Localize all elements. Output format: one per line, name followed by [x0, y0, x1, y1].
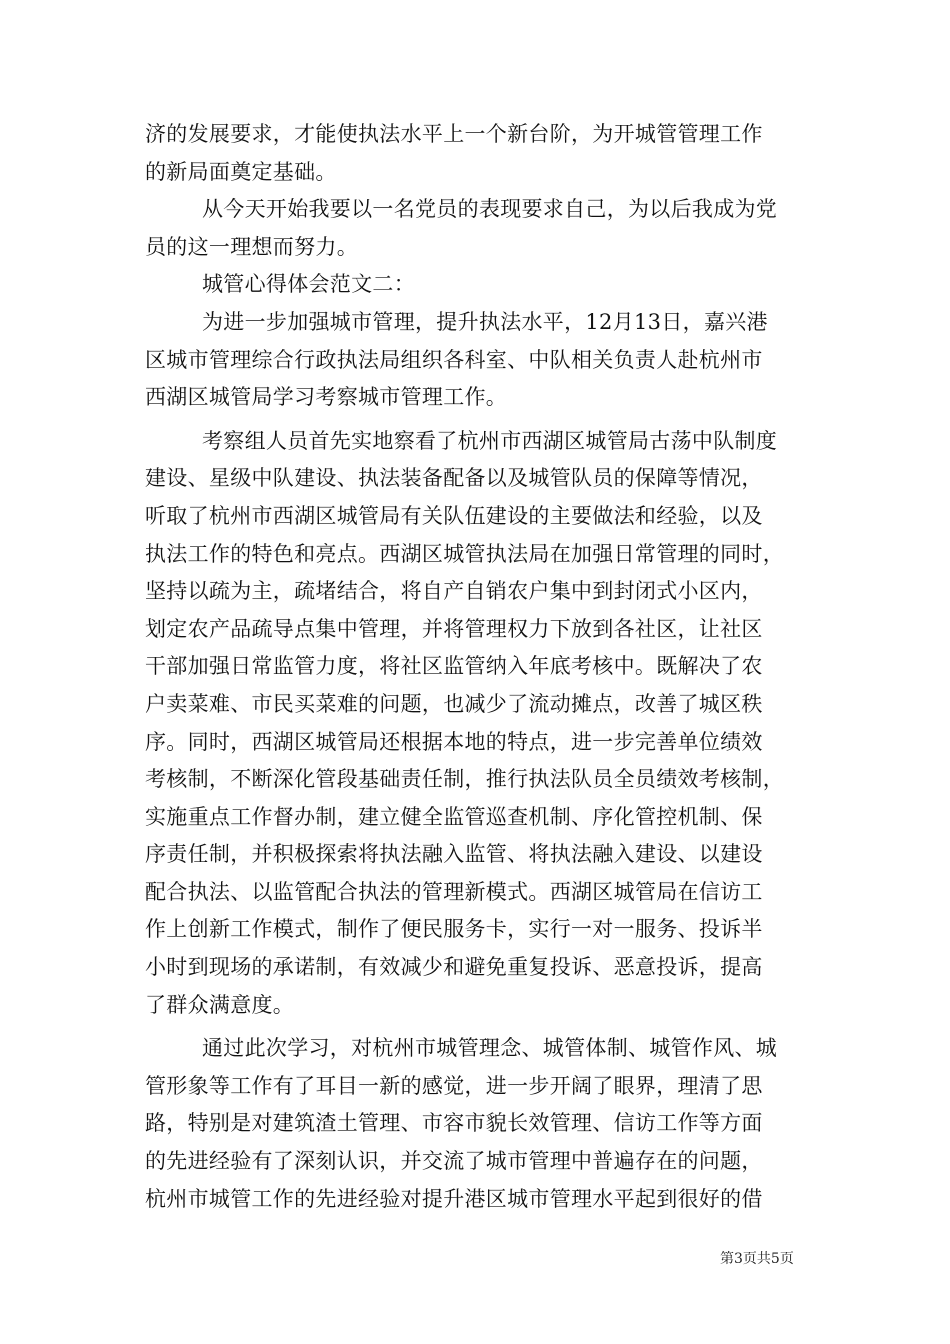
text-line: 的先进经验有了深刻认识，并交流了城市管理中普遍存在的问题，	[145, 1149, 763, 1174]
paragraph-resolution	[145, 191, 810, 266]
text-line: 序。同时，西湖区城管局还根据本地的特点，进一步完善单位绩效	[145, 729, 763, 754]
paragraph-inspection	[145, 423, 810, 1025]
text-line: 为进一步加强城市管理，提升执法水平，12月13日，嘉兴港	[202, 309, 768, 334]
text-line: 路，特别是对建筑渣土管理、市容市貌长效管理、信访工作等方面	[145, 1111, 763, 1136]
paragraph-continuation	[145, 116, 810, 191]
text-line: 考核制，不断深化管段基础责任制，推行执法队员全员绩效考核制，	[145, 767, 784, 792]
text-line: 员的这一理想而努力。	[145, 234, 358, 259]
text-line: 了群众满意度。	[145, 992, 295, 1017]
text-line: 西湖区城管局学习考察城市管理工作。	[145, 385, 508, 410]
section-heading	[145, 266, 810, 304]
text-line: 从今天开始我要以一名党员的表现要求自己，为以后我成为党	[202, 197, 778, 222]
text-line: 配合执法、以监管配合执法的管理新模式。西湖区城管局在信访工	[145, 879, 763, 904]
text-line: 划定农产品疏导点集中管理，并将管理权力下放到各社区，让社区	[145, 616, 763, 641]
page-number: 第3页共5页	[720, 1251, 794, 1267]
text-line: 区城市管理综合行政执法局组织各科室、中队相关负责人赴杭州市	[145, 347, 763, 372]
text-line: 坚持以疏为主，疏堵结合，将自产自销农户集中到封闭式小区内，	[145, 579, 763, 604]
heading-line: 城管心得体会范文二：	[202, 272, 415, 297]
text-line: 建设、星级中队建设、执法装备配备以及城管队员的保障等情况，	[145, 466, 763, 491]
text-line: 实施重点工作督办制，建立健全监管巡查机制、序化管控机制、保	[145, 804, 763, 829]
text-line: 考察组人员首先实地察看了杭州市西湖区城管局古荡中队制度	[202, 428, 778, 453]
text-line: 杭州市城管工作的先进经验对提升港区城市管理水平起到很好的借	[145, 1186, 763, 1211]
text-line: 听取了杭州市西湖区城管局有关队伍建设的主要做法和经验，以及	[145, 503, 763, 528]
paragraph-learning	[145, 1030, 810, 1218]
text-line: 的新局面奠定基础。	[145, 159, 337, 184]
text-line: 执法工作的特色和亮点。西湖区城管执法局在加强日常管理的同时，	[145, 541, 784, 566]
text-line: 干部加强日常监管力度，将社区监管纳入年底考核中。既解决了农	[145, 654, 763, 679]
text-line: 管形象等工作有了耳目一新的感觉，进一步开阔了眼界，理清了思	[145, 1073, 763, 1098]
text-line: 户卖菜难、市民买菜难的问题，也减少了流动摊点，改善了城区秩	[145, 691, 763, 716]
paragraph-intro	[145, 304, 810, 417]
text-line: 通过此次学习，对杭州市城管理念、城管体制、城管作风、城	[202, 1036, 778, 1061]
text-line: 济的发展要求，才能使执法水平上一个新台阶，为开城管管理工作	[145, 122, 763, 146]
text-line: 作上创新工作模式，制作了便民服务卡，实行一对一服务、投诉半	[145, 917, 763, 942]
text-line: 序责任制，并积极探索将执法融入监管、将执法融入建设、以建设	[145, 842, 763, 867]
text-line: 小时到现场的承诺制，有效减少和避免重复投诉、恶意投诉，提高	[145, 955, 763, 980]
document-body	[145, 116, 810, 1218]
